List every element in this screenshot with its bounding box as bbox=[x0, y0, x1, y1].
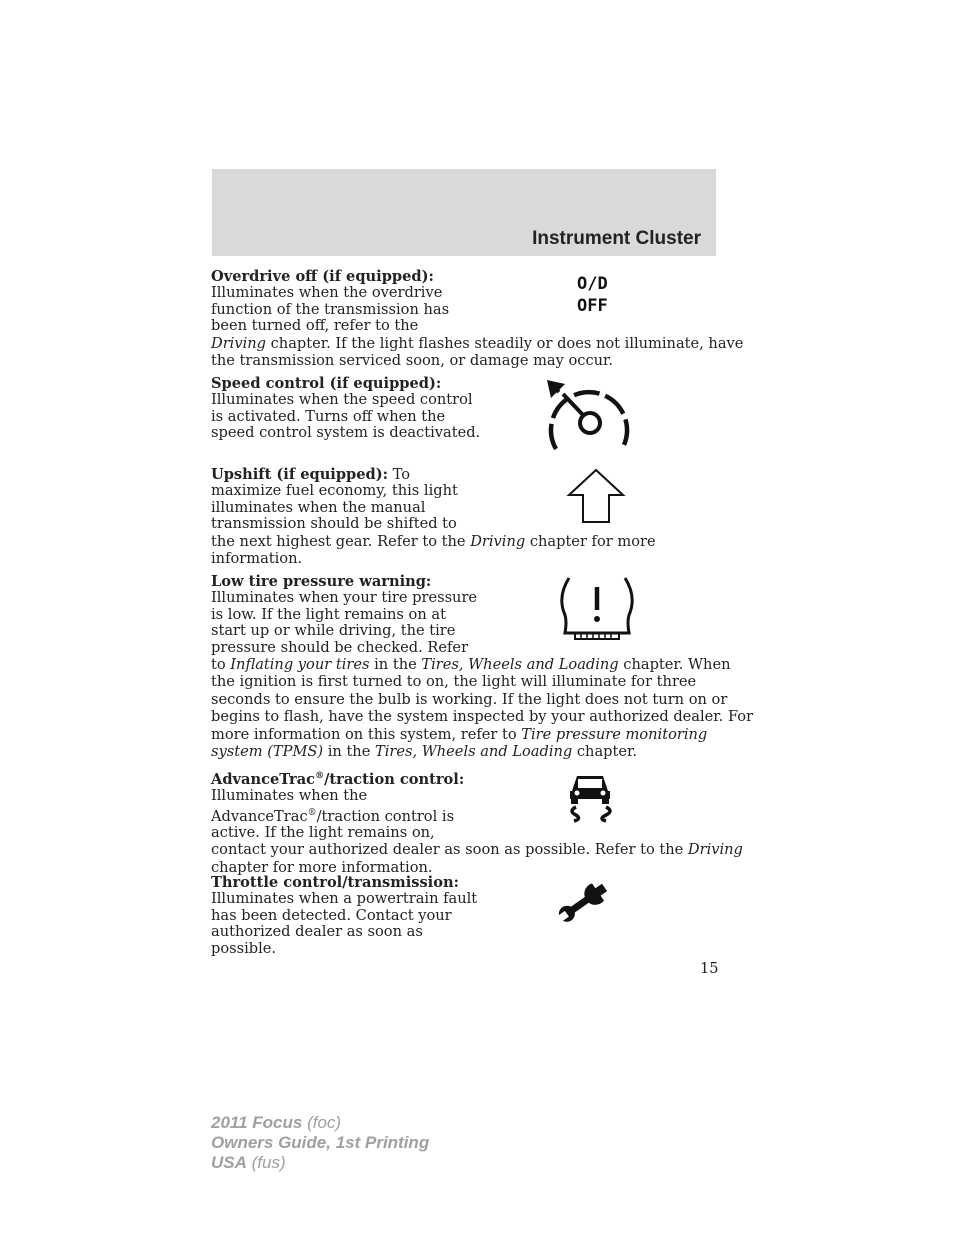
tire-text-line: in the bbox=[323, 743, 375, 761]
traction-control-icon bbox=[562, 771, 618, 823]
document-footer bbox=[211, 1113, 429, 1173]
advancetrac-title: AdvanceTrac bbox=[211, 770, 316, 788]
driving-chapter-ref: Driving bbox=[470, 532, 526, 550]
chapter-header-band bbox=[212, 169, 716, 256]
tires-chapter-ref: Tires, Wheels and Loading bbox=[421, 656, 619, 674]
footer-market-code: (fus) bbox=[246, 1153, 286, 1172]
driving-chapter-ref: Driving bbox=[211, 334, 266, 352]
throttle-text-line: authorized dealer as soon as bbox=[211, 923, 423, 941]
overdrive-text-line: been turned off, refer to the bbox=[211, 317, 419, 335]
throttle-text-line: Illuminates when a powertrain fault bbox=[211, 890, 478, 908]
throttle-control-title: Throttle control/transmission: bbox=[211, 874, 459, 891]
upshift-arrow-icon bbox=[566, 468, 626, 524]
overdrive-title: Overdrive off (if equipped): bbox=[211, 268, 434, 285]
advancetrac-text-line: active. If the light remains on, bbox=[211, 823, 435, 841]
upshift-text-line: maximize fuel economy, this light bbox=[211, 482, 458, 500]
tire-pressure-title: Low tire pressure warning: bbox=[211, 573, 432, 590]
wrench-icon bbox=[553, 877, 619, 925]
overdrive-text-line: chapter. If the light flashes steadily or does not illuminate, have bbox=[266, 334, 744, 352]
speed-control-section bbox=[211, 376, 480, 442]
throttle-text-line: possible. bbox=[211, 939, 277, 957]
upshift-text-line: chapter for more bbox=[525, 532, 656, 550]
tire-text-line: chapter. When bbox=[618, 656, 731, 674]
inflating-tires-ref: Inflating your tires bbox=[230, 656, 370, 674]
speed-control-title: Speed control (if equipped): bbox=[211, 375, 442, 392]
tpms-ref: Tire pressure monitoring bbox=[521, 725, 708, 743]
tire-text-line: pressure should be checked. Refer bbox=[211, 638, 469, 656]
advancetrac-title: /traction control: bbox=[324, 770, 465, 788]
throttle-control-section bbox=[211, 875, 477, 957]
tire-pressure-icon bbox=[557, 575, 637, 645]
page-number: 15 bbox=[700, 960, 719, 977]
upshift-title: Upshift (if equipped): bbox=[211, 466, 389, 483]
footer-market: USA bbox=[211, 1153, 247, 1172]
od-icon-top: O/D bbox=[577, 274, 608, 294]
tire-text-line: begins to flash, have the system inspected by your authorized dealer. For bbox=[211, 708, 754, 726]
speed-control-text-line: is activated. Turns off when the bbox=[211, 407, 446, 425]
footer-guide-edition: Owners Guide, 1st Printing bbox=[211, 1133, 430, 1152]
advancetrac-section bbox=[211, 768, 743, 876]
od-icon-bottom: OFF bbox=[577, 296, 608, 316]
tire-text-line: to bbox=[211, 656, 231, 674]
tire-text-line: seconds to ensure the bulb is working. If the light does not turn on or bbox=[211, 690, 728, 708]
overdrive-text-line: function of the transmission has bbox=[211, 300, 450, 318]
tire-text-line: in the bbox=[369, 656, 422, 674]
tire-text-line: Illuminates when your tire pressure bbox=[211, 589, 478, 607]
tire-pressure-section bbox=[211, 574, 753, 760]
upshift-text-line: the next highest gear. Refer to the bbox=[211, 532, 471, 550]
registered-mark: ® bbox=[307, 807, 317, 818]
chapter-title: Instrument Cluster bbox=[532, 228, 701, 249]
driving-chapter-ref: Driving bbox=[687, 841, 743, 859]
upshift-text-line: information. bbox=[211, 550, 303, 568]
overdrive-section bbox=[211, 269, 743, 369]
tire-text-line: more information on this system, refer to bbox=[211, 725, 522, 743]
tire-text-line: start up or while driving, the tire bbox=[211, 622, 456, 640]
footer-model-code: (foc) bbox=[302, 1113, 342, 1132]
tires-chapter-ref: Tires, Wheels and Loading bbox=[374, 743, 573, 761]
speed-control-icon bbox=[543, 376, 633, 456]
upshift-text-line: To bbox=[388, 466, 411, 483]
overdrive-off-icon bbox=[577, 273, 617, 318]
advancetrac-text-line: AdvanceTrac bbox=[211, 807, 308, 825]
advancetrac-text-line: contact your authorized dealer as soon as possible. Refer to the bbox=[211, 841, 688, 859]
speed-control-text-line: speed control system is deactivated. bbox=[211, 424, 481, 442]
tire-text-line: chapter. bbox=[572, 743, 638, 761]
tire-text-line: the ignition is first turned to on, the light will illuminate for three bbox=[211, 673, 697, 691]
tpms-ref: system (TPMS) bbox=[211, 743, 324, 761]
upshift-text-line: transmission should be shifted to bbox=[211, 515, 457, 533]
upshift-text-line: illuminates when the manual bbox=[211, 498, 426, 516]
tire-text-line: is low. If the light remains on at bbox=[211, 605, 446, 623]
footer-model: 2011 Focus bbox=[211, 1113, 303, 1132]
throttle-text-line: has been detected. Contact your bbox=[211, 906, 452, 924]
overdrive-text-line: the transmission serviced soon, or damage may occur. bbox=[211, 352, 614, 370]
overdrive-text-line: Illuminates when the overdrive bbox=[211, 284, 443, 302]
speed-control-text-line: Illuminates when the speed control bbox=[211, 391, 473, 409]
advancetrac-text-line: Illuminates when the bbox=[211, 787, 368, 805]
advancetrac-text-line: chapter for more information. bbox=[211, 858, 433, 876]
advancetrac-text-line: /traction control is bbox=[316, 807, 455, 825]
registered-mark: ® bbox=[315, 771, 325, 781]
